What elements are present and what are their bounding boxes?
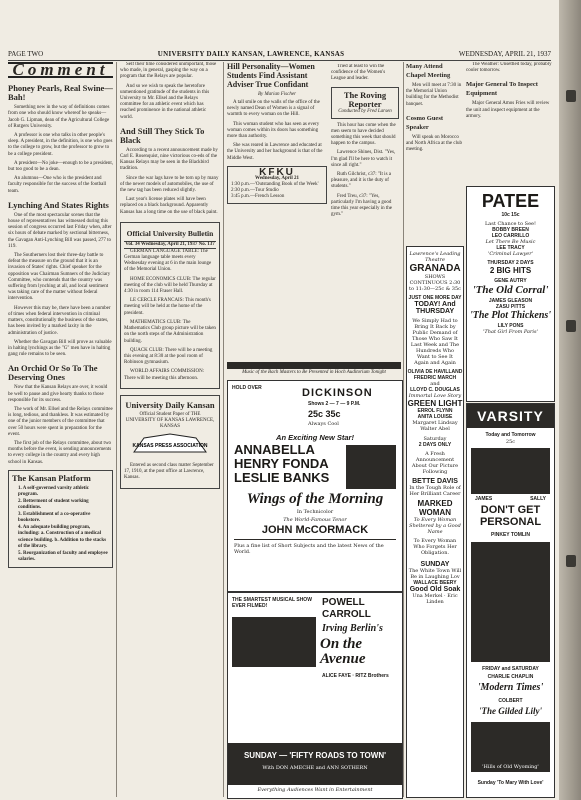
varsity-bottom: Sunday 'To Mary With Love' — [477, 780, 544, 786]
patee-ad — [466, 186, 555, 402]
filler-text: The first job of the Relays committee, about two months before the event, is sending announcements to every college in the country and every high school in Kansas. — [8, 440, 112, 465]
paper-name: UNIVERSITY DAILY KANSAN, LAWRENCE, KANSAS — [157, 50, 345, 58]
avenue-sunday: SUNDAY — 'FIFTY ROADS TO TOWN' — [243, 751, 387, 760]
editorial-heading: Lynching And States Rights — [8, 199, 109, 210]
kfku-date: Wednesday, April 21 — [254, 176, 300, 182]
granada-sunday-film: Good Old Soak — [409, 586, 461, 593]
bulletin-issue: Vol. 34 Wednesday, April 21, 1937 No. 137 — [125, 241, 215, 247]
patee-name: PATEE — [481, 191, 540, 211]
granada-sunday-sub: Una Merkel · Eric Linden — [412, 593, 458, 605]
filler-text: Self their time considered unimportant, those who made, in general, gasping the way on a program that the Relays are popular. — [120, 62, 217, 80]
varsity-film3: 'The Gilded Lily' — [479, 706, 542, 716]
granada-gem: A Fresh Announcement About Our Picture Following — [411, 451, 459, 475]
avenue-extra: ALICE FAYE · RITZ Brothers — [322, 673, 389, 679]
editorial-heading: An Orchid Or So To The Deserving Ones — [8, 363, 98, 383]
bulletin-item: GERMAN LANGUAGE TABLE: The German language table meets every Wednesday evening at 6 in the main lounge of the Memorial Union. — [124, 248, 212, 273]
dickinson-also-note: The World-Famous Tenor — [283, 517, 347, 523]
kfku-time: 2:30 p.m.—Tour Studio — [231, 188, 279, 194]
dickinson-lead: HOLD OVER — [232, 385, 262, 391]
feature-byline: By Marian Fischer — [257, 92, 297, 97]
right-news-column — [406, 62, 462, 242]
granada-times: SHOWS CONTINUOUS 2:30 to 11:30—25c & 35c — [409, 274, 461, 292]
avenue-sunday-stars: With DON AMECHE and ANN SOTHERN — [262, 765, 368, 771]
dickinson-ad — [227, 380, 403, 592]
kansan-platform — [8, 470, 113, 568]
granada-cast: ANITA LOUISE — [417, 414, 453, 420]
dickinson-star: ANNABELLA — [234, 442, 315, 457]
news-heading: Cosmo Guest Speaker — [406, 114, 444, 131]
dickinson-color: In Technicolor — [296, 509, 334, 515]
binder-edge — [559, 0, 581, 800]
roving-reporter — [331, 87, 399, 119]
filler-text: A tall smile on the walls of the office of the newly named Dean of Women is a signal of warmth to every woman on the Hill. — [227, 100, 320, 118]
divider — [234, 539, 396, 540]
masthead — [120, 395, 220, 489]
kfku-time: 3:45 p.m.—French Lesson — [231, 194, 285, 200]
bulletin-item: QUACK CLUB: There will be a meeting this evening at 8:30 at the pool room of Robinson gymnasium. — [124, 347, 213, 366]
filler-text: The Weather: Unsettled today, probably cooler tomorrow. — [466, 62, 552, 74]
platform-title: The Kansan Platform — [12, 472, 91, 483]
news-heading: Major General To Inspect Equipment — [466, 81, 538, 98]
platform-item: 5. Reorganization of faculty and employee salaries. — [18, 550, 108, 563]
comment-column — [8, 62, 113, 797]
granada-sunday-star: WALLACE BEERY — [413, 580, 457, 586]
granada-sunday: SUNDAY — [420, 561, 450, 568]
granada-name: GRANADA — [409, 263, 461, 274]
dickinson-pre: An Exciting New Star! — [276, 433, 354, 442]
bulletin-item: LE CERCLE FRANCAIS: This month's meeting will be held at the home of the president. — [124, 298, 211, 316]
filler-text: And so we wish to speak the heretofore unmentioned gratitude of the students in this University to Mr. Ellsel and the Relays committee for an athletic event which has reached prominence in the national athletic world. — [120, 83, 210, 120]
patee-sub: Last Chance to See! — [484, 221, 537, 227]
filler-text: A president—No joke—enough to be a president, but too good to be a dean. — [8, 160, 113, 173]
granada-cast: ERROL FLYNN — [417, 408, 453, 414]
binder-ring — [566, 320, 576, 332]
avenue-sunday-band — [228, 743, 402, 785]
music-photo-strip — [227, 362, 401, 369]
page-header — [8, 48, 551, 61]
granada-star: LLOYD C. DOUGLAS — [410, 387, 460, 393]
filler-text: The work of Mr. Ellsel and the Relays committee is long, tedious, and thankless. It was estimated by one of the junior members of the committee that over 50 hours were spent in preparation for the event. — [8, 406, 113, 437]
avenue-berlin: Irving Berlin's — [322, 623, 383, 634]
granada-tag: To Every Woman Sheltered by a Good Name — [409, 517, 461, 535]
granada-star: OLIVIA DE HAVILLAND — [407, 369, 463, 375]
granada-days: 2 DAYS ONLY — [418, 442, 452, 448]
kfku-title: KFKU — [259, 166, 295, 178]
editorial-text: Something new in the way of definitions comes from one who should know whereof he speaks—Jacob G. Lipman, dean of the Agricultural College of Rutgers University. — [8, 105, 110, 129]
press-logo-text: KANSAS PRESS ASSOCIATION — [132, 442, 208, 449]
news-text: Will speak on Morocco and North Africa at the club meeting. — [406, 134, 462, 153]
kfku-schedule — [227, 166, 327, 204]
varsity-star3: PINKEY TOMLIN — [491, 532, 530, 538]
granada-film: GREEN LIGHT — [407, 399, 463, 408]
varsity-photo-2 — [471, 542, 550, 662]
bulletin-item: HOME ECONOMICS CLUB: The regular meeting of the club will be held Thursday at 4:30 in room 114 Fraser Hall. — [124, 276, 216, 295]
granada-film2: MARKED WOMAN — [417, 499, 453, 517]
varsity-price: 25c — [505, 439, 516, 445]
comment-title: Comment — [8, 62, 113, 78]
filler-text: The Southerners lost their three-day battle to defeat the measure on the ground that it is an invasion of States' rights. Chief speaker for the opposition was Chairman Sumners of the Judiciary Committee, who contends that the country was suffering from lynching at all, and local sentiment was taking care of the matter without federal intervention. — [8, 253, 111, 302]
roving-byline: Conducted by Fred Larsen — [338, 108, 392, 114]
granada-saturday: Saturday — [423, 436, 447, 442]
granada-line: Immortal Love Story — [408, 393, 462, 399]
platform-item: 1. A self-governed varsity athletic program. — [18, 485, 89, 498]
roving-title: The Roving Reporter — [343, 89, 387, 109]
filler-text: Entered as second class matter September 17, 1910, at the post office at Lawrence, Kansas. — [124, 462, 214, 481]
official-bulletin — [120, 222, 220, 389]
column-rule — [223, 62, 224, 797]
filler-text: This hour has come when the men seem to have decided something this week that should happen to the campus. — [331, 122, 396, 147]
filler-text: Major General Amos Fries will review the unit and inspect equipment at the armory. — [466, 101, 550, 119]
editorial-text: According to a recent announcement made by Carl E. Rosenquist, nine victorious co-eds of the Kansas Relays may be seen in the Blackbird tradition. — [120, 147, 218, 172]
granada-promo: JUST ONE MORE DAY — [408, 295, 462, 301]
granada-cast: Walter Abel — [420, 426, 450, 432]
dickinson-photo — [346, 445, 396, 489]
varsity-extra: 'Hills of Old Wyoming' — [482, 764, 539, 770]
avenue-ad — [227, 592, 403, 799]
avenue-photo — [232, 617, 316, 667]
filler-text: Whether the Gavagan Bill will prove as valuable in halting lynchings as the "G" men have in halting gang rule remains to be seen. — [8, 339, 112, 358]
bulletin-item: WORLD AFFAIRS COMMISSION: There will be meeting this afternoon. — [124, 369, 205, 381]
filler-text: An alumnus—One who is the president and faculty responsible for the success of the football team. — [8, 176, 107, 194]
avenue-foot: Everything Audiences Want in Entertainment — [257, 787, 373, 793]
dickinson-also: JOHN McCORMACK — [261, 524, 369, 536]
patee-star3: LILY PONS — [497, 323, 524, 329]
middle-column — [120, 62, 220, 797]
varsity-star: SALLY — [530, 496, 546, 502]
patee-feature: 'The Old Corral' — [472, 284, 549, 296]
granada-bette-role: In the Tough Role of Her Brilliant Career — [409, 485, 461, 497]
patee-feature3: 'That Girl From Paris' — [483, 329, 538, 335]
platform-item: 4. An adequate building program, including: a. Construction of a medical science building. b. Addition to the stacks of the library. — [18, 524, 107, 550]
varsity-line: Today and Tomorrow — [485, 432, 536, 438]
dickinson-times: Shows 2 — 7 — 9 P.M. — [308, 401, 361, 407]
editorial-heading: Phoney Pearls, Real Swine—Bah! — [8, 83, 113, 103]
granada-desc: We Simply Had to Bring It Back by Public Demand of Those Who Saw It Last Week and The Hundreds Who Want to See It Again and Again — [410, 318, 460, 366]
editorial-text: One of the most spectacular scenes that the house of representatives has witnessed during this session of congress occurred last Friday when, after six hours of debate marked by sectional bitterness, the Gavagan Anti-Lynching Bill was passed, 277 to 119. — [8, 212, 112, 249]
bulletin-item: MATHEMATICS CLUB: The Mathematics Club group picture will be taken on the north steps of the Administration building. — [124, 319, 216, 344]
granada-today: TODAY! And THURSDAY — [414, 301, 456, 315]
dickinson-prices: 25c 35c — [308, 409, 341, 419]
varsity-star4: CHARLIE CHAPLIN — [487, 674, 534, 680]
kfku-time: 1:30 p.m.—'Outstanding Book of the Week' — [231, 182, 319, 188]
varsity-photo — [471, 448, 550, 494]
granada-ad — [406, 246, 464, 798]
varsity-star5: COLBERT — [498, 698, 523, 704]
filler-text: Lawrence Shines, Dist. "Yes, I'm glad I'll be here to watch it since all right." — [331, 150, 396, 168]
patee-star: BOBBY BREEN — [492, 227, 529, 233]
filler-text: To Every Woman Who Forgets Her Obligation. — [413, 538, 457, 556]
avenue-star: CARROLL — [322, 609, 371, 620]
dickinson-film: Wings of the Morning — [246, 491, 384, 507]
filler-text: Tried at least to win the confidence of the Women's League and leader. — [331, 64, 386, 82]
patee-star2: JAMES GLEASON — [488, 298, 533, 304]
filler-text: However this may be, there have been a number of times when federal intervention in criminal matters, constitutionally the business of the states, has been invited by a marked laxity in the administration of justice. — [8, 305, 111, 336]
editorial-heading: And Still They Stick To Black — [120, 125, 205, 145]
patee-price: 10c 15c — [501, 212, 520, 218]
news-heading: Many Attend Chapel Meeting — [406, 63, 451, 79]
center-column — [227, 62, 327, 392]
filler-text: This woman student who has seen as every woman comes within its doors has something more than authority. — [227, 121, 320, 140]
filler-text: A professor is one who talks in other people's sleep. A president, in the definition, is one who goes to the college to grow, but the professor to grow to be a college president. — [8, 133, 113, 157]
dickinson-small-print: Plus a fine list of Short Subjects and the latest News of the World. — [234, 543, 384, 555]
masthead-note: Official Student Paper of THE UNIVERSITY OF KANSAS LAWRENCE, KANSAS — [125, 411, 215, 429]
dickinson-note: Always Cool — [308, 421, 339, 427]
varsity-ad — [466, 403, 555, 798]
patee-star2: ZASU PITTS — [495, 304, 526, 310]
dickinson-name: DICKINSON — [302, 387, 373, 399]
masthead-title: University Daily Kansan — [125, 399, 215, 410]
press-association-logo — [124, 430, 216, 460]
music-caption: Music of the Bach Masters to Be Presented in Hoch Auditorium Tonight — [242, 370, 386, 375]
filler-text: Ruth Gilchrist, c37: "It is a pleasure, and it is the duty of students." — [331, 172, 391, 190]
patee-also: LEE TRACY — [496, 245, 525, 251]
granada-cast: Margaret Lindsay — [412, 420, 458, 426]
avenue-film: On the Avenue — [320, 636, 366, 667]
granada-and: and — [430, 381, 440, 387]
column-rule — [116, 62, 117, 797]
granada-bette: BETTE DAVIS — [412, 478, 458, 485]
patee-film: Let There Be Music — [485, 239, 536, 245]
varsity-friday: FRIDAY and SATURDAY — [482, 666, 539, 672]
varsity-star: JAMES — [475, 496, 493, 502]
roving-column — [331, 64, 399, 364]
avenue-star: POWELL — [322, 597, 365, 608]
binder-ring — [566, 90, 576, 102]
bulletin-title: Official University Bulletin — [126, 228, 214, 238]
patee-film2: 'Criminal Lawyer' — [487, 251, 534, 257]
dickinson-star: HENRY FONDA — [234, 456, 329, 471]
avenue-lead: THE SMARTEST MUSICAL SHOW EVER FILMED! — [232, 597, 312, 609]
varsity-film: DON'T GET PERSONAL — [479, 504, 542, 528]
patee-thursday: THURSDAY 2 DAYS — [487, 260, 534, 266]
granada-lead: Lawrence's Leading Theatre — [409, 251, 461, 263]
patee-feature: 'The Plot Thickens' — [469, 310, 552, 321]
dickinson-star: LESLIE BANKS — [234, 470, 330, 485]
binder-ring — [566, 555, 576, 567]
filler-text: She was reared in Lawrence and educated at the University and her background is that of the Middle West. — [227, 143, 323, 161]
filler-text: Fred Treu, c37: "Yes, particularly I'm having a good time this year especially in the gym." — [331, 193, 392, 218]
patee-gene: GENE AUTRY — [494, 278, 527, 284]
feature-headline: Hill Personality—Women Students Find Assistant Adviser True Confidant — [227, 62, 315, 89]
varsity-film2: 'Modern Times' — [477, 682, 544, 693]
news-text: Men will meet at 7:30 in the Memorial Union building for the Methodist banquet. — [406, 83, 462, 107]
patee-hits: 2 BIG HITS — [489, 266, 532, 275]
patee-star: LEO CARRILLO — [491, 233, 530, 239]
platform-item: 3. Establishment of a co-operative bookstore. — [18, 511, 91, 524]
column-rule — [403, 62, 404, 797]
platform-item: 2. Betterment of student working conditions. — [18, 498, 89, 511]
editorial-text: Now that the Kansan Relays are over, it would be well to pause and give hearty thanks to those responsible for its success. — [8, 385, 108, 403]
page-label: PAGE TWO — [8, 50, 44, 58]
issue-date: WEDNESDAY, APRIL 21, 1937 — [458, 50, 551, 58]
filler-text: Since the war lags have to be torn up by many of the newer models of automobiles, the use of the new tag has been reduced slightly. — [120, 175, 219, 194]
granada-sunday-line: The White Town Will Be in Laughing Lov — [408, 568, 462, 580]
granada-star: FREDRIC MARCH — [413, 375, 457, 381]
filler-text: Last year's license plates will have been replaced on a black background. Apparently Kansas has a long time on the use of black paint. — [120, 197, 218, 215]
varsity-name: VARSITY — [477, 408, 544, 424]
